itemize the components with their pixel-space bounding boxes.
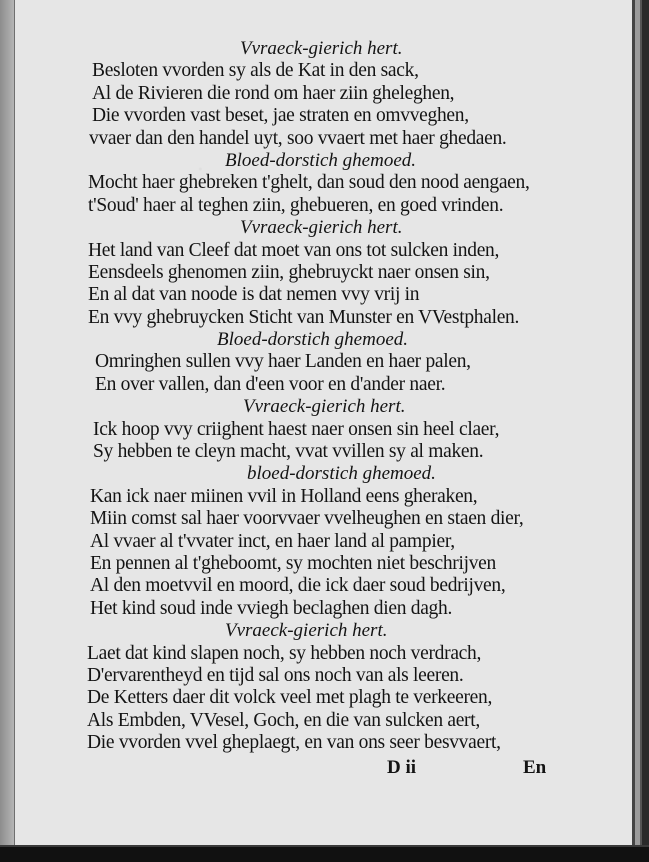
verse-line: vvaer dan den handel uyt, soo vvaert met haer ghedaen. — [89, 127, 507, 149]
verse-line: En over vallen, dan d'een voor en d'ander naer. — [95, 373, 446, 395]
verse-line: Omringhen sullen vvy haer Landen en haer palen, — [95, 351, 471, 373]
catchword: En — [523, 757, 547, 778]
speaker-heading: bloed-dorstich ghemoed. — [247, 463, 436, 485]
verse-line: Het kind soud inde vviegh beclaghen dien dagh. — [90, 597, 453, 619]
verse-line: En pennen al t'gheboomt, sy mochten niet beschrijven — [90, 552, 496, 574]
speaker-heading: Vvraeck-gierich hert. — [240, 38, 403, 59]
verse-line: Als Embden, VVesel, Goch, en die van sulcken aert, — [87, 709, 480, 731]
page-footer — [15, 757, 649, 781]
speaker-heading: Bloed-dorstich ghemoed. — [225, 149, 417, 171]
verse-line: Mocht haer ghebreken t'ghelt, dan soud den nood aengaen, — [88, 172, 530, 194]
verse-line: Besloten vvorden sy als de Kat in den sack, — [92, 60, 419, 82]
verse-line: De Ketters daer dit volck veel met plagh te verkeeren, — [87, 687, 493, 709]
page-edge-right — [632, 0, 649, 848]
bottom-border — [0, 845, 649, 862]
verse-line: Al de Rivieren die rond om haer ziin gheleghen, — [92, 82, 455, 104]
verse-line: Het land van Cleef dat moet van ons tot sulcken inden, — [88, 239, 500, 261]
verse-line: En vvy ghebruycken Sticht van Munster en VVestphalen. — [88, 306, 520, 328]
speaker-heading: Vvraeck-gierich hert. — [243, 396, 406, 418]
verse-line: Ick hoop vvy criighent haest naer onsen sin heel claer, — [93, 418, 500, 440]
verse-line: Sy hebben te cleyn macht, vvat vvillen sy al maken. — [93, 441, 484, 463]
left-gutter — [0, 0, 14, 848]
verse-line: Die vvorden vvel gheplaegt, en van ons seer besvvaert, — [87, 732, 501, 754]
verse-text-block — [85, 38, 555, 755]
verse-line: Al vvaer al t'vvater inct, en haer land al pampier, — [90, 530, 455, 552]
verse-line: Die vvorden vast beset, jae straten en omvveghen, — [92, 105, 469, 127]
verse-line: Eensdeels ghenomen ziin, ghebruyckt naer onsen sin, — [88, 261, 490, 283]
verse-line: t'Soud' haer al teghen ziin, ghebueren, en goed vrinden. — [88, 194, 504, 216]
speaker-heading: Bloed-dorstich ghemoed. — [217, 329, 409, 351]
signature-mark: D ii — [387, 757, 417, 778]
book-page — [14, 0, 633, 845]
verse-line: Kan ick naer miinen vvil in Holland eens gheraken, — [90, 485, 478, 507]
speaker-heading: Vvraeck-gierich hert. — [240, 217, 403, 239]
verse-line: Miin comst sal haer voorvvaer vvelheughen en staen dier, — [90, 508, 524, 530]
verse-line: En al dat van noode is dat nemen vvy vrij in — [88, 284, 420, 306]
speaker-heading: Vvraeck-gierich hert. — [225, 620, 388, 642]
verse-line: Laet dat kind slapen noch, sy hebben noch verdrach, — [87, 642, 482, 664]
verse-line: D'ervarentheyd en tijd sal ons noch van als leeren. — [87, 664, 464, 686]
verse-line: Al den moetvvil en moord, die ick daer soud bedrijven, — [90, 575, 506, 597]
